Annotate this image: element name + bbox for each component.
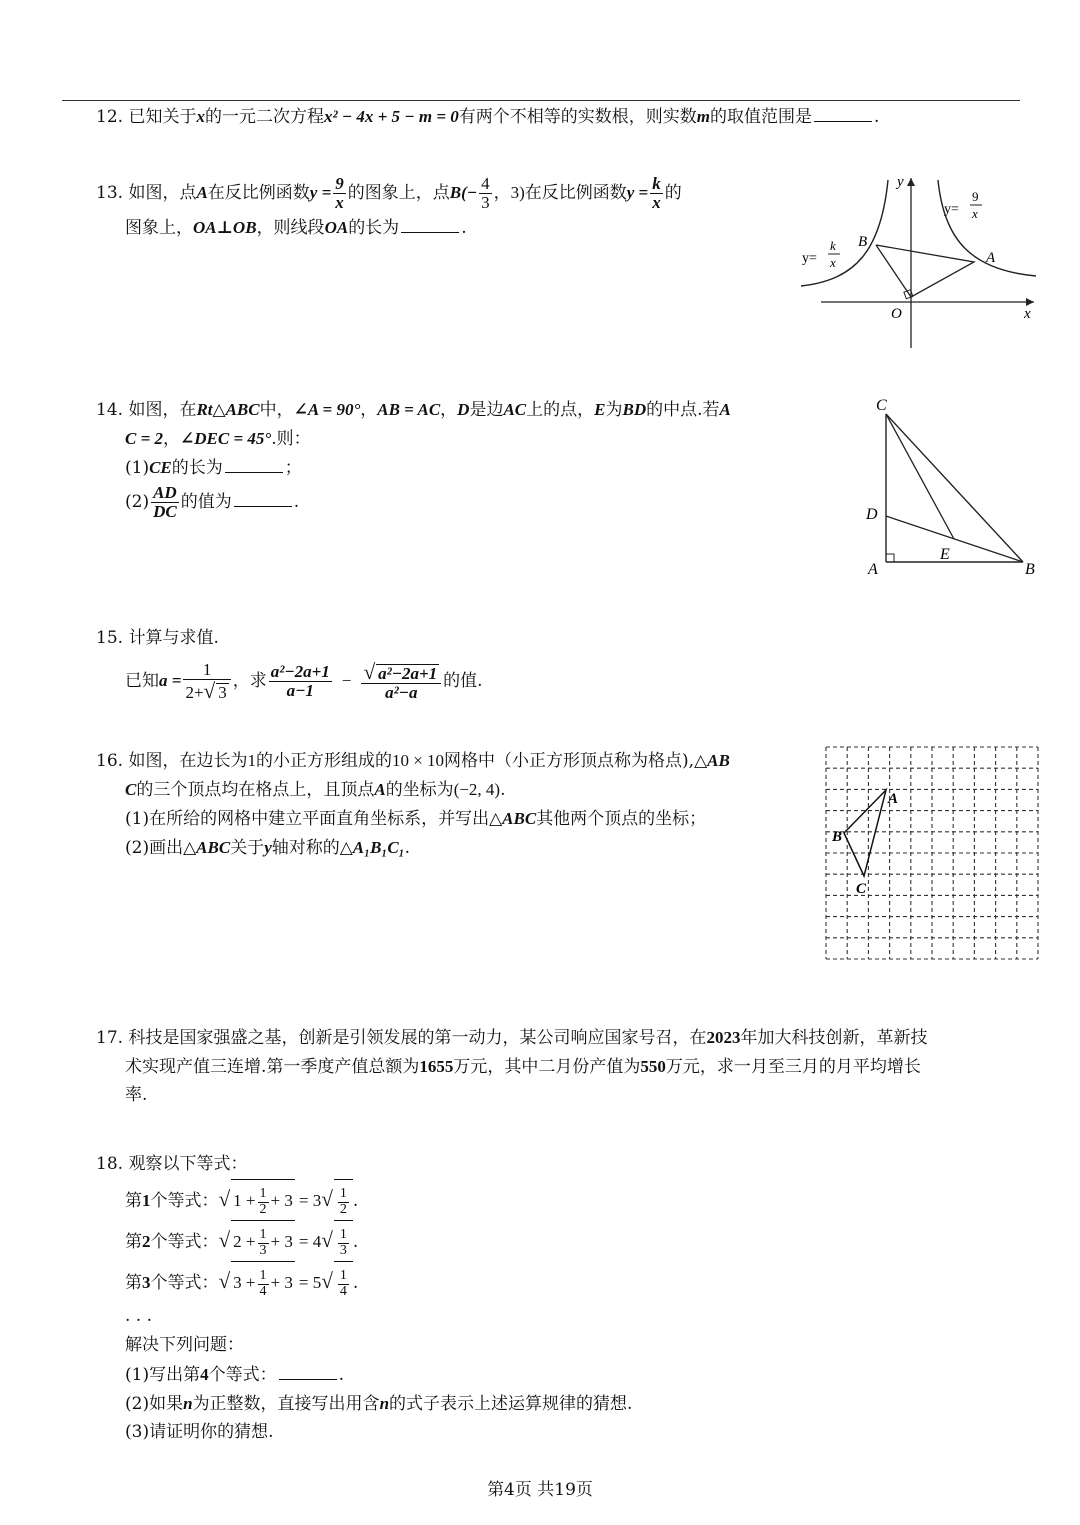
sqrt-sign: √ — [218, 1228, 231, 1252]
q17-text: 率. — [125, 1085, 148, 1105]
q16-point-a: A — [374, 780, 386, 799]
q13-fraction-k-x — [650, 175, 663, 212]
q18-part2: (2)如果 — [125, 1394, 184, 1414]
q14-text: 如图，在 — [128, 400, 197, 420]
q16-text: 如图，在边长为 — [128, 751, 248, 771]
fraction — [258, 1269, 269, 1299]
q16-text: 的坐标为 — [385, 780, 454, 800]
q15-number: 15. — [96, 628, 124, 648]
q17-text: 年加大科技创新，革新技 — [740, 1028, 928, 1048]
radicand-part: 3 + — [233, 1273, 256, 1292]
radicand — [334, 1261, 353, 1303]
denominator-part: 2+ — [185, 682, 204, 702]
label-y-eq-right: y= — [944, 202, 959, 217]
label-a: A — [888, 791, 899, 807]
q16-text: 轴对称的 — [271, 838, 340, 858]
curve-k-over-x — [801, 180, 888, 286]
fraction — [258, 1187, 269, 1217]
q16-text: 其他两个顶点的坐标； — [536, 809, 707, 829]
q17-total-value: 1655 — [419, 1057, 454, 1076]
label-b: B — [1025, 561, 1035, 578]
question-17 — [96, 1023, 927, 1110]
q15-text: ，求 — [232, 671, 267, 691]
denominator: a²−a — [385, 683, 418, 703]
sqrt-sign: √ — [321, 1228, 333, 1252]
q18-part1-blank[interactable] — [279, 1365, 337, 1380]
y-axis-label: y — [897, 174, 904, 190]
numerator — [361, 661, 441, 684]
q16-part2: (2)画出 — [125, 838, 184, 858]
q18-equation-row — [96, 1261, 632, 1302]
q12-text: 的一元二次方程 — [204, 107, 324, 127]
radicand — [231, 1220, 295, 1262]
q14-text: 的值为 — [180, 492, 232, 512]
label-right-numerator: 9 — [972, 189, 979, 204]
q14-text: ； — [284, 458, 302, 478]
q17-feb-value: 550 — [640, 1057, 666, 1076]
q13-answer-blank[interactable] — [401, 218, 459, 233]
q14-point-d: D — [457, 400, 470, 419]
dashed-grid — [826, 747, 1038, 959]
point-a-label: A — [986, 250, 996, 266]
q18-equations — [96, 1179, 632, 1302]
q16-letter-c: C — [125, 780, 137, 799]
q15-title: 计算与求值. — [128, 628, 219, 648]
q17-text: 万元，求一月至三月的月平均增长 — [665, 1057, 921, 1077]
q12-period: . — [873, 107, 880, 127]
numerator: 1 — [259, 1226, 267, 1242]
q13-text: 在反比例函数 — [524, 183, 627, 203]
q13-text: ，则线段 — [256, 218, 325, 238]
label-left-denominator: x — [830, 255, 836, 270]
q16-coordinate: (−2, 4) — [453, 780, 501, 799]
q14-ac-eq-2: C = 2 — [125, 429, 164, 448]
q14-figure — [858, 392, 1048, 582]
q13-text: 的 — [664, 183, 682, 203]
q14-point-e: E — [594, 400, 606, 419]
q18-text: 个等式： — [208, 1365, 277, 1385]
q16-text: 的小正方形组成的 — [255, 751, 392, 771]
fraction — [338, 1187, 349, 1217]
header-rule — [62, 100, 1020, 101]
numerator: 1 — [259, 1185, 267, 1201]
radicand — [231, 1179, 295, 1221]
period: . — [352, 1273, 359, 1293]
eq-label: 第 — [125, 1232, 142, 1252]
q13-number: 13. — [96, 183, 124, 203]
x-axis-label: x — [1024, 306, 1031, 322]
denominator: 4 — [259, 1283, 267, 1299]
q14-ab-eq-ac: AB = AC — [377, 400, 441, 419]
q13-func-label: y = — [309, 183, 332, 202]
q14-segment-bd: BD — [622, 400, 647, 419]
origin-label: O — [891, 306, 902, 322]
q16-y: y — [264, 838, 272, 857]
q15-minus: − — [341, 671, 352, 690]
side-bc — [886, 414, 1023, 562]
q15-text: 的值. — [443, 671, 483, 691]
q18-var-n: n — [183, 1394, 193, 1413]
question-14 — [96, 395, 731, 522]
q18-part1: (1)写出第 — [125, 1365, 201, 1385]
q14-fraction-ad-dc — [151, 484, 179, 521]
q15-a-eq: a = — [159, 671, 182, 690]
q18-equation-row — [96, 1179, 632, 1220]
question-13 — [96, 175, 682, 243]
radicand-part: + 3 — [270, 1232, 293, 1251]
q13-text: 的长为 — [348, 218, 400, 238]
label-c: C — [856, 881, 867, 897]
q14-text: ， — [440, 400, 458, 420]
q18-ellipsis: . . . — [125, 1306, 153, 1326]
q16-triangle: △AB — [694, 751, 730, 770]
numerator: 9 — [335, 174, 344, 194]
q16-part1: (1)在所给的网格中建立平面直角坐标系，并写出 — [125, 809, 490, 829]
q14-text: 是边 — [469, 400, 504, 420]
denominator: 2 — [339, 1201, 347, 1217]
q15-fraction-c — [361, 661, 441, 702]
eq-index: 2 — [142, 1232, 151, 1251]
q16-text: . — [500, 780, 506, 800]
sqrt-sign: √ — [363, 659, 376, 684]
q18-equation-row — [96, 1220, 632, 1261]
page-footer: 第4页 共19页 — [487, 1480, 593, 1500]
q14-angle-dec: ∠DEC = 45° — [180, 429, 272, 448]
denominator: x — [335, 193, 344, 212]
q16-triangle-abc: △ABC — [183, 838, 231, 857]
q13-segment-oa: OA — [324, 218, 349, 237]
numerator: 4 — [481, 174, 490, 194]
q13-fraction-9-x — [333, 175, 346, 212]
q13-text: 在反比例函数 — [207, 183, 310, 203]
question-18 — [96, 1150, 632, 1447]
q14-text: .则： — [271, 429, 311, 449]
label-b: B — [832, 829, 843, 845]
q14-part2-label: (2) — [125, 492, 150, 512]
radicand — [334, 1179, 353, 1221]
fraction — [338, 1228, 349, 1258]
eq-rhs: = 3 — [298, 1191, 322, 1210]
triangle-abc — [844, 790, 886, 876]
numerator: k — [652, 174, 661, 194]
eq-rhs: = 5 — [298, 1273, 322, 1292]
q18-title: 观察以下等式： — [128, 1154, 248, 1174]
denominator: 2 — [259, 1201, 267, 1217]
q12-equation: x² − 4x + 5 − m = 0 — [323, 107, 459, 126]
q16-triangle-a1b1c1: △A₁B₁C₁ — [339, 838, 405, 857]
q18-text: 为正整数，直接写出用含 — [192, 1394, 380, 1414]
right-angle-mark — [886, 554, 894, 562]
q12-number: 12. — [96, 107, 124, 127]
denominator — [183, 680, 230, 702]
question-15 — [96, 624, 483, 709]
numerator: AD — [153, 483, 177, 503]
q12-text: 已知关于 — [128, 107, 197, 127]
q12-text: 有两个不相等的实数根，则实数 — [458, 107, 697, 127]
denominator: 3 — [259, 1242, 267, 1258]
q18-solve-heading: 解决下列问题： — [125, 1335, 244, 1355]
numerator: 1 — [339, 1267, 347, 1283]
denominator: a−1 — [286, 681, 314, 700]
q13-text: 如图，点 — [128, 183, 197, 203]
sqrt-sign: √ — [218, 1187, 231, 1211]
label-a: A — [868, 561, 878, 578]
q16-one: 1 — [247, 751, 256, 770]
question-12 — [96, 102, 879, 131]
q16-text: . — [404, 838, 411, 858]
label-d: D — [866, 506, 878, 523]
q17-text: 科技是国家强盛之基，创新是引领发展的第一动力，某公司响应国家号召，在 — [128, 1028, 707, 1048]
q16-text: 关于 — [230, 838, 265, 858]
eq-label: 个等式： — [150, 1232, 219, 1252]
eq-label: 第 — [125, 1273, 142, 1293]
q16-grid-size: 10 × 10 — [391, 751, 445, 770]
numerator: 1 — [183, 661, 230, 680]
q14-text: ， — [163, 429, 181, 449]
q12-var-x: x — [196, 107, 205, 126]
q13-period: . — [461, 218, 467, 238]
q17-text: 术实现产值三连增.第一季度产值总额为 — [125, 1057, 420, 1077]
q15-fraction-a — [183, 661, 230, 702]
x-axis-arrow — [1026, 298, 1034, 306]
q12-var-m: m — [696, 107, 710, 126]
q18-text: . — [338, 1365, 344, 1385]
numerator: 1 — [339, 1185, 347, 1201]
eq-index: 1 — [142, 1191, 151, 1210]
q15-fraction-b — [269, 663, 332, 700]
q12-text: 的取值范围是 — [709, 107, 812, 127]
q18-four: 4 — [200, 1365, 209, 1384]
radicand — [334, 1220, 353, 1262]
q16-number: 16. — [96, 751, 124, 771]
label-e: E — [940, 546, 950, 563]
fraction — [258, 1228, 269, 1258]
q14-text: 的中点.若 — [646, 400, 720, 420]
q17-text: 万元，其中二月份产值为 — [453, 1057, 641, 1077]
q14-text: 中， — [259, 400, 294, 420]
numerator: a²−2a+1 — [270, 662, 330, 682]
label-left-numerator: k — [830, 238, 836, 253]
q13-fraction-4-3 — [479, 175, 492, 212]
q14-part2-blank[interactable] — [234, 492, 292, 507]
radicand-part: 1 + — [233, 1191, 256, 1210]
eq-label: 个等式： — [150, 1191, 219, 1211]
q12-answer-blank[interactable] — [814, 107, 872, 122]
label-c: C — [876, 397, 887, 414]
q16-triangle-abc: △ABC — [489, 809, 537, 828]
q14-segment-ce: CE — [149, 458, 172, 477]
radicand: a²−2a+1 — [378, 663, 438, 683]
q14-text: 的长为 — [171, 458, 223, 478]
point-b-label: B — [858, 234, 868, 250]
sqrt-sign: √ — [203, 678, 216, 703]
q14-triangle: Rt△ABC — [196, 400, 260, 419]
q16-text: 的三个顶点均在格点上，且顶点 — [136, 780, 375, 800]
q14-angle-a: ∠A = 90° — [293, 400, 361, 419]
eq-label: 个等式： — [150, 1273, 219, 1293]
q18-number: 18. — [96, 1154, 124, 1174]
numerator: 1 — [259, 1267, 267, 1283]
label-right-denominator: x — [972, 206, 978, 221]
eq-rhs: = 4 — [298, 1232, 322, 1251]
denominator: 4 — [339, 1283, 347, 1299]
eq-label: 第 — [125, 1191, 142, 1211]
q14-text: ， — [360, 400, 378, 420]
q18-part3: (3)请证明你的猜想. — [125, 1422, 274, 1442]
q13-point-b: B(− — [449, 183, 478, 202]
q18-text: 的式子表示上述运算规律的猜想. — [389, 1394, 633, 1414]
fraction — [338, 1269, 349, 1299]
denominator: 3 — [339, 1242, 347, 1258]
q13-perp: OA⊥OB — [193, 218, 257, 237]
q16-grid-figure — [822, 743, 1042, 975]
q13-figure — [796, 170, 1046, 355]
q14-text: 为 — [605, 400, 623, 420]
radicand — [231, 1261, 295, 1303]
q15-text: 已知 — [125, 671, 159, 691]
q14-part1-label: (1) — [125, 458, 150, 478]
y-axis-arrow — [907, 178, 915, 186]
q13-func-label: y = — [626, 183, 649, 202]
question-16 — [96, 746, 730, 862]
sqrt-sign: √ — [321, 1269, 333, 1293]
denominator: x — [652, 193, 661, 212]
q14-text: . — [293, 492, 300, 512]
q14-text: 上的点， — [526, 400, 595, 420]
q14-part1-blank[interactable] — [225, 458, 283, 473]
radicand-part: + 3 — [270, 1191, 293, 1210]
q13-point-a: A — [196, 183, 208, 202]
q13-text: 的图象上，点 — [347, 183, 450, 203]
period: . — [352, 1232, 359, 1252]
q18-var-n: n — [379, 1394, 390, 1413]
q17-number: 17. — [96, 1028, 124, 1048]
q14-number: 14. — [96, 400, 124, 420]
radicand-part: + 3 — [270, 1273, 293, 1292]
q17-year: 2023 — [706, 1028, 741, 1047]
period: . — [352, 1191, 359, 1211]
eq-index: 3 — [142, 1273, 151, 1292]
label-y-eq-left: y= — [802, 251, 817, 266]
sqrt-sign: √ — [321, 1187, 333, 1211]
q14-side-ac: AC — [503, 400, 527, 419]
radicand: 3 — [218, 682, 227, 702]
q13-point-b-rest: ，3) — [493, 183, 525, 202]
denominator: 3 — [481, 193, 490, 212]
radicand-part: 2 + — [233, 1232, 256, 1251]
denominator: DC — [153, 502, 177, 521]
q13-text: 图象上， — [125, 218, 193, 238]
triangle-oab — [876, 245, 974, 297]
q16-text: 网格中（小正方形顶点称为格点), — [444, 751, 695, 771]
sqrt-sign: √ — [218, 1269, 231, 1293]
q14-letter-a: A — [719, 400, 731, 419]
numerator: 1 — [339, 1226, 347, 1242]
